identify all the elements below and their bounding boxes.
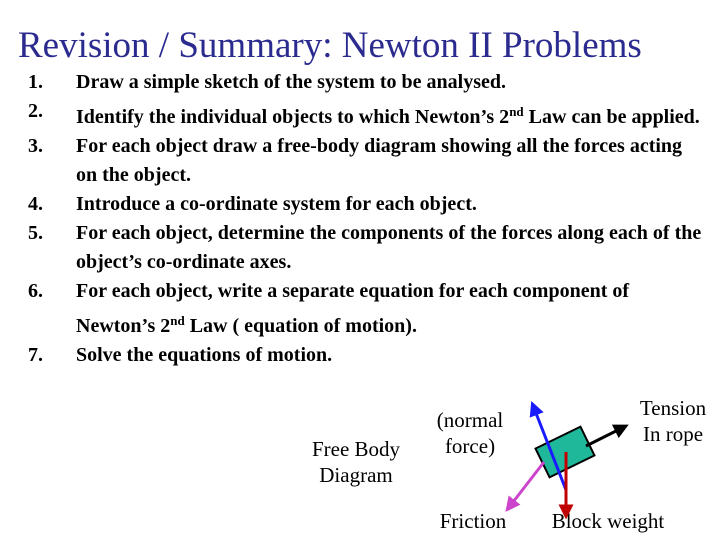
friction-label: Friction	[439, 509, 507, 533]
tension-label-line: In rope	[642, 422, 704, 446]
step-text: Solve the equations of motion.	[76, 344, 333, 366]
steps-list	[0, 68, 720, 370]
step-number: 1.	[28, 71, 43, 93]
step-text	[76, 277, 706, 341]
free-body-diagram	[490, 390, 630, 520]
ordinal-superscript: nd	[509, 104, 524, 119]
step-text: Introduce a co-ordinate system for each object.	[76, 193, 477, 215]
tension-arrow	[586, 428, 622, 446]
step-text-part: Law ( equation of motion).	[184, 315, 417, 337]
step-text: For each object, determine the components of the forces along each of the object’s co-ordinate axes.	[76, 222, 702, 273]
step-item	[0, 97, 720, 132]
slide-title: Revision / Summary: Newton II Problems	[18, 25, 642, 66]
step-text-part: Identify the individual objects to which Newton’s 2	[76, 106, 510, 128]
step-text-part: Law can be applied.	[523, 106, 700, 128]
friction-arrow	[510, 462, 544, 506]
step-item	[0, 277, 720, 341]
step-item	[0, 190, 720, 219]
step-item	[0, 68, 720, 97]
step-text-part: For each object, write a separate equation for each component of Newton’s 2	[76, 280, 630, 337]
tension-label-line: Tension	[639, 396, 707, 420]
step-item	[0, 341, 720, 370]
step-number: 2.	[28, 100, 43, 122]
step-text	[76, 97, 706, 132]
step-number: 6.	[28, 280, 43, 302]
step-item	[0, 219, 720, 277]
fbd-label-line: Diagram	[319, 463, 393, 487]
step-text: Draw a simple sketch of the system to be analysed.	[76, 71, 506, 93]
step-number: 4.	[28, 193, 43, 215]
normal-label-line: (normal	[436, 408, 504, 432]
ordinal-superscript: nd	[170, 313, 185, 328]
tension-label	[628, 395, 718, 447]
step-number: 3.	[28, 135, 43, 157]
step-item	[0, 132, 720, 190]
step-number: 7.	[28, 344, 43, 366]
normal-label-line: force)	[444, 434, 496, 458]
fbd-label	[296, 436, 416, 488]
block-weight-label: Block weight	[551, 509, 665, 533]
fbd-label-line: Free Body	[311, 437, 401, 461]
step-text: For each object draw a free-body diagram showing all the forces acting on the object.	[76, 135, 683, 186]
step-number: 5.	[28, 222, 43, 244]
